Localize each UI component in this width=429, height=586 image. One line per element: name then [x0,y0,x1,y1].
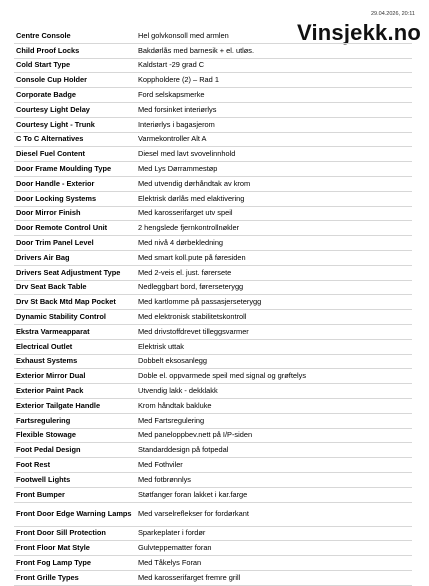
spec-label: Exterior Tailgate Handle [16,400,101,410]
spec-label: Corporate Badge [16,89,76,99]
table-row [14,236,412,251]
spec-value: Ford selskapsmerke [138,89,205,99]
spec-value: Med Lys Dørrammestøp [138,163,218,173]
spec-value: 2 hengslede fjernkontrollnøkler [138,223,240,233]
spec-label: Front Fog Lamp Type [16,557,91,567]
table-row [14,162,412,177]
spec-label: Footwell Lights [16,474,71,484]
spec-label: Flexible Stowage [16,430,76,440]
spec-value: Med Fothviler [138,459,183,469]
spec-value: Diesel med lavt svovelinnhold [138,149,236,159]
spec-value: Utvendig lakk - dekklakk [138,385,218,395]
spec-value: Med varselreflekser for fordørkant [138,508,249,518]
spec-value: Dobbelt eksosanlegg [138,356,208,366]
spec-value: Doble el. oppvarmede speil med signal og grøftelys [138,371,307,381]
table-row [14,281,412,296]
spec-value: Med fotbrønnlys [138,474,191,484]
date-stamp: 29.04.2026, 20:11 [371,11,415,17]
spec-label: Front Door Edge Warning Lamps [16,508,132,518]
spec-label: Child Proof Locks [16,45,80,55]
spec-label: Foot Pedal Design [16,445,81,455]
table-row [14,488,412,503]
spec-value: Med Tåkelys Foran [138,557,202,567]
spec-value: Med nivå 4 dørbekledning [138,237,224,247]
spec-value: Med paneloppbev.nett på I/P-siden [138,430,253,440]
spec-label: Exhaust Systems [16,356,78,366]
table-row [14,177,412,192]
spec-label: Centre Console [16,30,71,40]
spec-label: Door Remote Control Unit [16,223,108,233]
table-row [14,133,412,148]
spec-label: Dynamic Stability Control [16,311,106,321]
table-row [14,527,412,542]
table-row [14,118,412,133]
spec-value: Med smart koll.pute på føresiden [138,252,246,262]
spec-label: Door Trim Panel Level [16,237,94,247]
spec-label: Drivers Seat Adjustment Type [16,267,121,277]
spec-value: Kaldstart -29 grad C [138,60,205,70]
table-row [14,207,412,222]
spec-label: Fartsregulering [16,415,71,425]
table-row [14,44,412,59]
spec-value: Med kartlomme på passasjerseterygg [138,297,262,307]
table-row [14,556,412,571]
spec-label: Console Cup Holder [16,75,88,85]
site-logo: Vinsjekk.no [297,20,422,45]
spec-value: Elektrisk dørlås med elaktivering [138,193,245,203]
spec-label: Exterior Mirror Dual [16,371,86,381]
spec-value: Med utvendig dørhåndtak av krom [138,178,251,188]
spec-label: Electrical Outlet [16,341,73,351]
table-row [14,473,412,488]
table-row [14,458,412,473]
table-row [14,192,412,207]
table-row [14,384,412,399]
spec-value: Med 2-veis el. just. førersete [138,267,232,277]
spec-label: Door Frame Moulding Type [16,163,112,173]
table-row [14,571,412,586]
table-row [14,59,412,74]
table-row [14,147,412,162]
spec-label: Door Mirror Finish [16,208,81,218]
table-row [14,541,412,556]
spec-label: Front Bumper [16,489,65,499]
spec-value: Elektrisk uttak [138,341,185,351]
table-row [14,399,412,414]
spec-value: Med karosserifarget utv speil [138,208,233,218]
spec-label: Foot Rest [16,459,51,469]
spec-value: Krom håndtak bakluke [138,400,212,410]
spec-table [14,29,412,586]
table-row [14,369,412,384]
spec-value: Hel golvkonsoll med armlen [138,30,229,40]
spec-value: Med elektronisk stabilitetskontroll [138,311,247,321]
spec-label: Front Floor Mat Style [16,543,90,553]
table-row [14,88,412,103]
table-row [14,103,412,118]
spec-value: Gulvteppematter foran [138,543,212,553]
table-row [14,340,412,355]
spec-value: Med Fartsregulering [138,415,205,425]
table-row [14,295,412,310]
table-row [14,73,412,88]
spec-label: Cold Start Type [16,60,71,70]
table-row [14,251,412,266]
table-row [14,414,412,429]
spec-label: Door Handle - Exterior [16,178,95,188]
spec-label: Drivers Air Bag [16,252,70,262]
spec-label: C To C Alternatives [16,134,84,144]
spec-value: Støtfanger foran lakket i kar.farge [138,489,248,499]
spec-label: Front Door Sill Protection [16,528,106,538]
spec-label: Door Locking Systems [16,193,97,203]
spec-label: Drv Seat Back Table [16,282,87,292]
spec-label: Exterior Paint Pack [16,385,84,395]
spec-label: Ekstra Varmeapparat [16,326,90,336]
spec-label: Drv St Back Mtd Map Pocket [16,297,116,307]
spec-value: Standarddesign på fotpedal [138,445,229,455]
spec-label: Courtesy Light - Trunk [16,119,95,129]
table-row [14,503,412,527]
table-row [14,325,412,340]
spec-label: Courtesy Light Delay [16,104,90,114]
spec-value: Nedleggbart bord, førerseterygg [138,282,244,292]
spec-value: Med forsinket interiørlys [138,104,217,114]
spec-value: Koppholdere (2) – Rad 1 [138,75,219,85]
spec-label: Diesel Fuel Content [16,149,85,159]
table-row [14,429,412,444]
spec-value: Med drivstoffdrevet tilleggsvarmer [138,326,249,336]
table-row [14,29,412,44]
spec-value: Med karosserifarget fremre grill [138,572,241,582]
table-row [14,266,412,281]
spec-label: Front Grille Types [16,572,79,582]
table-row [14,221,412,236]
table-row [14,310,412,325]
table-row [14,355,412,370]
spec-value: Varmekontroller Alt A [138,134,207,144]
spec-value: Bakdørlås med barnesik + el. utløs. [138,45,255,55]
spec-value: Sparkeplater i fordør [138,528,206,538]
spec-value: Interiørlys i bagasjerom [138,119,215,129]
table-row [14,443,412,458]
